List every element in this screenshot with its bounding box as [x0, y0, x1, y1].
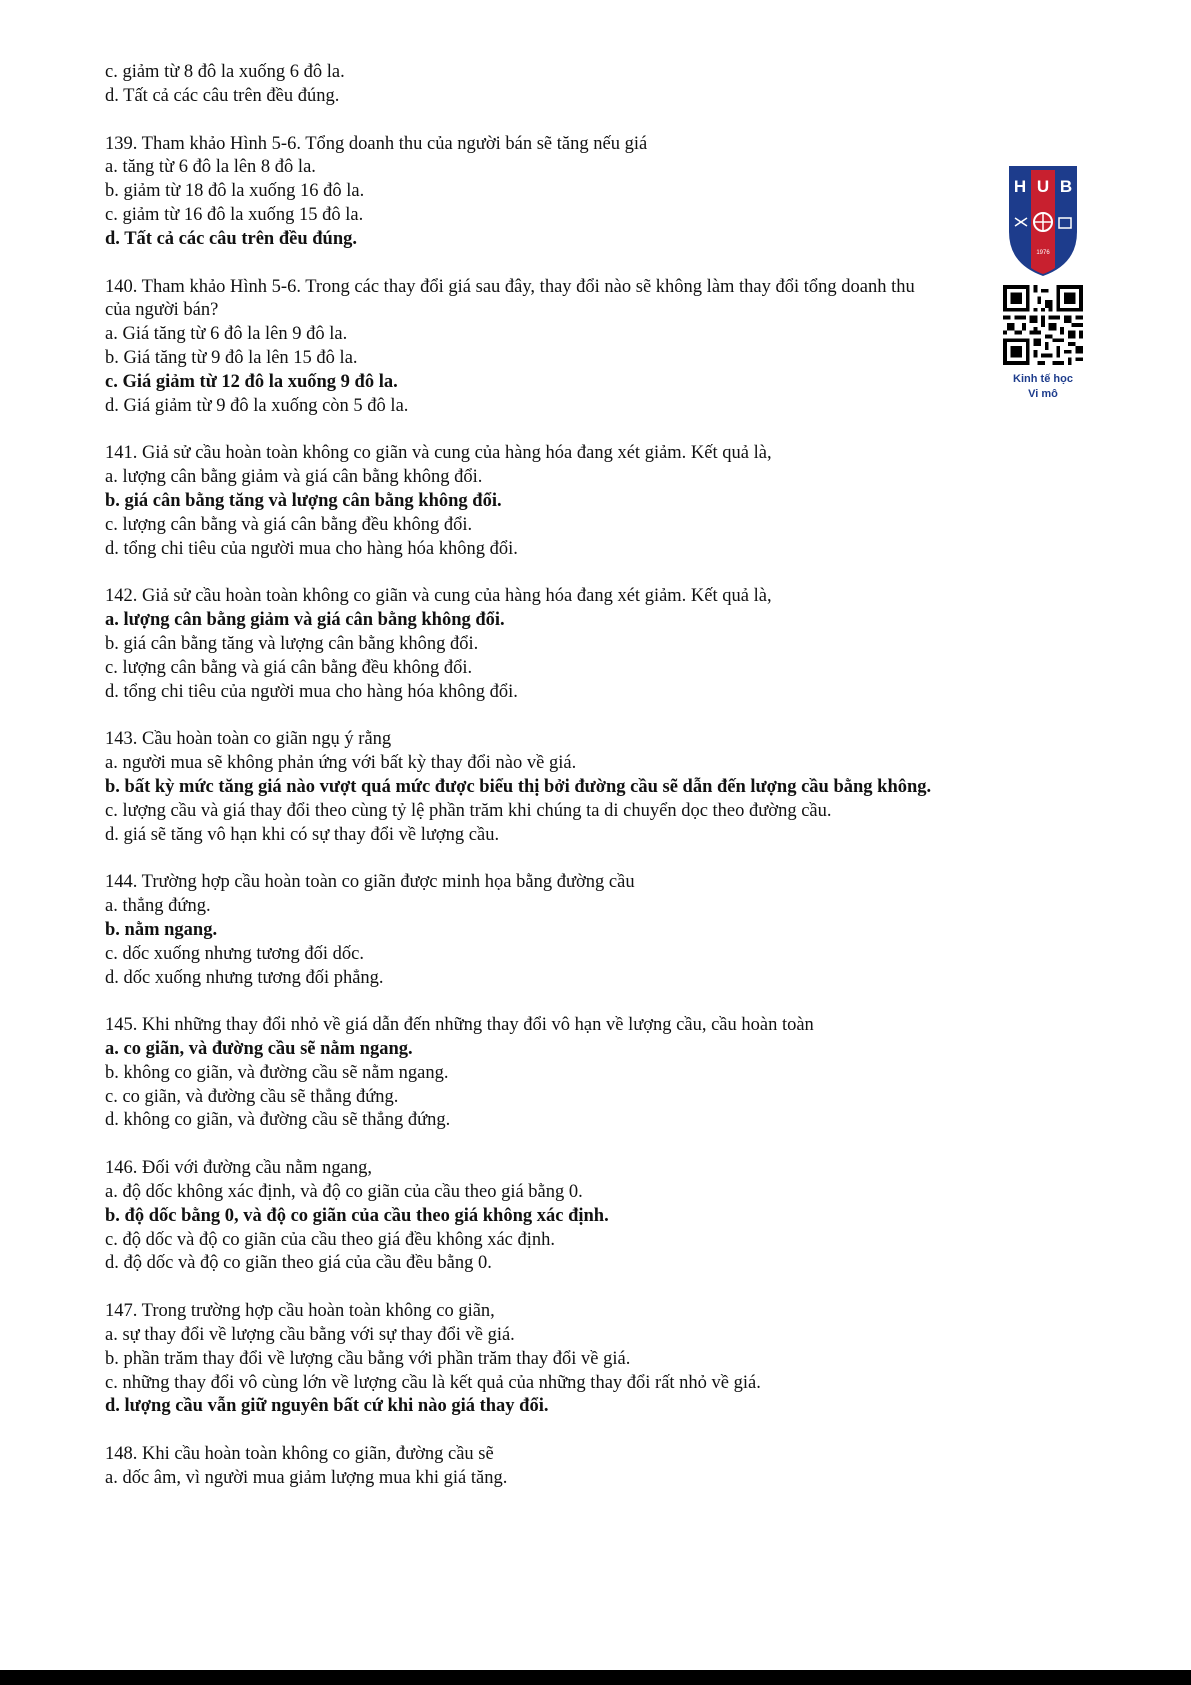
page-bottom-bar — [0, 1670, 1191, 1685]
answer-option-correct: b. độ dốc bằng 0, và độ co giãn của cầu theo giá không xác định. — [105, 1205, 609, 1226]
answer-option: d. Giá giảm từ 9 đô la xuống còn 5 đô la. — [105, 395, 409, 416]
answer-option: c. lượng cân bằng và giá cân bằng đều không đổi. — [105, 514, 473, 535]
question-gap — [105, 704, 1065, 728]
answer-option-correct: a. co giãn, và đường cầu sẽ nằm ngang. — [105, 1039, 413, 1060]
answer-option: a. tăng từ 6 đô la lên 8 đô la. — [105, 157, 316, 178]
question-gap — [105, 990, 1065, 1014]
logo-letter-h: H — [1013, 177, 1027, 196]
question-text: 143. Cầu hoàn toàn co giãn ngụ ý rằng — [105, 729, 392, 750]
answer-option: b. phần trăm thay đổi về lượng cầu bằng với phần trăm thay đổi về giá. — [105, 1348, 631, 1369]
intro-line: c. giảm từ 8 đô la xuống 6 đô la. — [105, 62, 345, 82]
answer-option: a. sự thay đổi về lượng cầu bằng với sự thay đổi về giá. — [105, 1325, 515, 1346]
answer-option: a. thẳng đứng. — [105, 896, 211, 917]
question-block — [105, 276, 1065, 419]
document-body — [105, 61, 1065, 1491]
answer-option: b. giá cân bằng tăng và lượng cân bằng không đổi. — [105, 633, 479, 654]
logo-caption-line1: Kinh tế học — [1013, 373, 1073, 385]
question-text: 148. Khi cầu hoàn toàn không co giãn, đường cầu sẽ — [105, 1444, 494, 1465]
question-text: 142. Giả sử cầu hoàn toàn không co giãn và cung của hàng hóa đang xét giảm. Kết quả là, — [105, 586, 772, 607]
intro-line: d. Tất cả các câu trên đều đúng. — [105, 85, 340, 106]
answer-option: b. không co giãn, và đường cầu sẽ nằm ngang. — [105, 1062, 449, 1083]
question-block — [105, 871, 1065, 990]
logo-letter-b: B — [1059, 177, 1073, 196]
logo-caption-line2: Vi mô — [1028, 388, 1058, 400]
logo-letter-u: U — [1036, 177, 1050, 196]
answer-option-correct: c. Giá giảm từ 12 đô la xuống 9 đô la. — [105, 371, 398, 392]
answer-option: d. độ dốc và độ co giãn theo giá của cầu đều bằng 0. — [105, 1253, 492, 1274]
question-gap — [105, 1133, 1065, 1157]
question-text: 147. Trong trường hợp cầu hoàn toàn không co giãn, — [105, 1301, 495, 1322]
question-block — [105, 1443, 1065, 1491]
question-gap — [105, 1276, 1065, 1300]
question-text: 139. Tham khảo Hình 5-6. Tổng doanh thu của người bán sẽ tăng nếu giá — [105, 133, 648, 154]
question-text: 146. Đối với đường cầu nằm ngang, — [105, 1158, 372, 1179]
question-text: 144. Trường hợp cầu hoàn toàn co giãn được minh họa bằng đường cầu — [105, 872, 635, 893]
answer-option: c. lượng cân bằng và giá cân bằng đều không đổi. — [105, 657, 473, 678]
question-block — [105, 1300, 1065, 1419]
answer-option-correct: b. bất kỳ mức tăng giá nào vượt quá mức được biểu thị bởi đường cầu sẽ dẫn đến lượng cầu bằng không. — [105, 776, 932, 797]
answer-option-correct: a. lượng cân bằng giảm và giá cân bằng không đổi. — [105, 610, 505, 631]
answer-option: b. giảm từ 18 đô la xuống 16 đô la. — [105, 181, 365, 202]
question-block — [105, 728, 1065, 847]
question-gap — [105, 418, 1065, 442]
question-gap — [105, 561, 1065, 585]
answer-option: b. Giá tăng từ 9 đô la lên 15 đô la. — [105, 347, 358, 368]
answer-option: a. độ dốc không xác định, và độ co giãn của cầu theo giá bằng 0. — [105, 1182, 583, 1203]
logo-year: 1976 — [1036, 250, 1050, 256]
question-block — [105, 442, 1065, 561]
question-block — [105, 1157, 1065, 1276]
answer-option: c. co giãn, và đường cầu sẽ thẳng đứng. — [105, 1086, 399, 1107]
qr-code-icon — [1003, 285, 1083, 365]
question-text: 140. Tham khảo Hình 5-6. Trong các thay đổi giá sau đây, thay đổi nào sẽ không làm thay đổi tổng doanh thu của người bán? — [105, 276, 915, 321]
intro-block — [105, 61, 1065, 109]
answer-option: d. tổng chi tiêu của người mua cho hàng hóa không đổi. — [105, 681, 518, 702]
question-block — [105, 585, 1065, 704]
question-gap — [105, 252, 1065, 276]
answer-option: a. Giá tăng từ 6 đô la lên 9 đô la. — [105, 324, 348, 345]
answer-option-correct: d. lượng cầu vẫn giữ nguyên bất cứ khi nào giá thay đổi. — [105, 1396, 549, 1417]
answer-option-correct: b. nằm ngang. — [105, 919, 218, 940]
answer-option: d. tổng chi tiêu của người mua cho hàng hóa không đổi. — [105, 538, 518, 559]
question-gap — [105, 847, 1065, 871]
answer-option: d. không co giãn, và đường cầu sẽ thẳng đứng. — [105, 1110, 451, 1131]
answer-option: c. những thay đổi vô cùng lớn về lượng cầu là kết quả của những thay đổi rất nhỏ về giá. — [105, 1372, 761, 1393]
answer-option: a. dốc âm, vì người mua giảm lượng mua khi giá tăng. — [105, 1468, 508, 1489]
question-text: 141. Giả sử cầu hoàn toàn không co giãn và cung của hàng hóa đang xét giảm. Kết quả là, — [105, 443, 772, 464]
answer-option-correct: b. giá cân bằng tăng và lượng cân bằng không đổi. — [105, 490, 502, 511]
answer-option: c. giảm từ 16 đô la xuống 15 đô la. — [105, 204, 364, 225]
answer-option: d. giá sẽ tăng vô hạn khi có sự thay đổi về lượng cầu. — [105, 824, 500, 845]
answer-option: c. lượng cầu và giá thay đổi theo cùng tỷ lệ phần trăm khi chúng ta di chuyển dọc theo đường cầu. — [105, 800, 832, 821]
answer-option: a. người mua sẽ không phản ứng với bất kỳ thay đổi nào về giá. — [105, 753, 577, 774]
logo-caption — [993, 372, 1093, 402]
answer-option: c. độ dốc và độ co giãn của cầu theo giá đều không xác định. — [105, 1229, 556, 1250]
answer-option: d. dốc xuống nhưng tương đối phẳng. — [105, 967, 384, 988]
question-text: 145. Khi những thay đổi nhỏ về giá dẫn đến những thay đổi vô hạn về lượng cầu, cầu hoàn toàn — [105, 1015, 814, 1036]
hub-logo-icon — [1003, 160, 1083, 280]
answer-option-correct: d. Tất cả các câu trên đều đúng. — [105, 228, 357, 249]
answer-option: c. dốc xuống nhưng tương đối dốc. — [105, 943, 364, 964]
question-block — [105, 133, 1065, 252]
question-list — [105, 109, 1065, 1491]
answer-option: a. lượng cân bằng giảm và giá cân bằng không đổi. — [105, 467, 483, 488]
question-gap — [105, 1419, 1065, 1443]
question-block — [105, 1014, 1065, 1133]
question-gap — [105, 109, 1065, 133]
